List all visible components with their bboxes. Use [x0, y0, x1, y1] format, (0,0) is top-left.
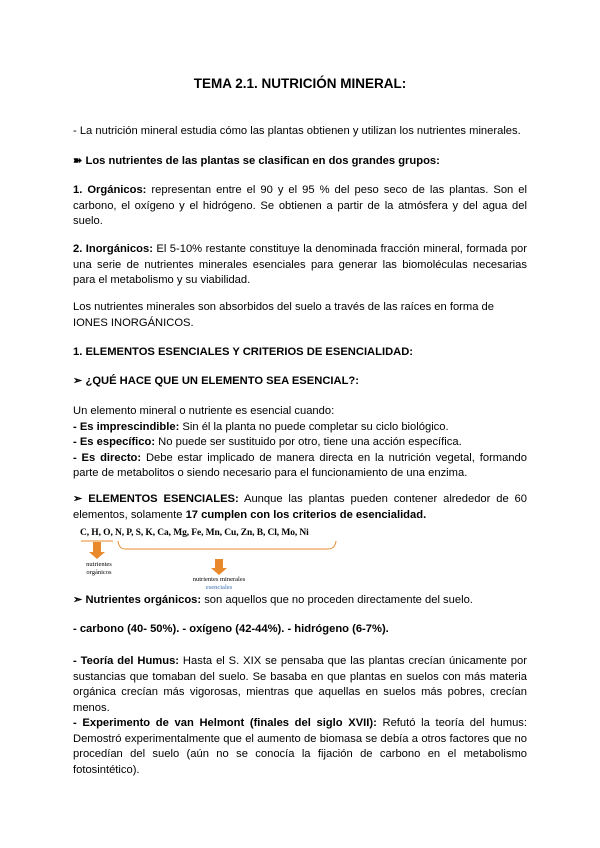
- essential-question-heading: ➢ ¿QUÉ HACE QUE UN ELEMENTO SEA ESENCIAL?:: [73, 375, 359, 387]
- organicos-paragraph: [73, 183, 527, 230]
- humus-theory-block: [73, 654, 527, 778]
- criteria-item-text: Sin él la planta no puede completar su ciclo biológico.: [179, 420, 449, 433]
- humus-text: Hasta el S. XIX se pensaba que las plantas crecían únicamente por sustancias que tomaban del suelo. Se basaba en que plantas en suelos con más materia orgánica crecían más vigorosas, mientras que aquellas en suelos más pobres, crecían menos.: [73, 655, 527, 714]
- esenciales-paragraph: [73, 492, 527, 523]
- intro-paragraph: - La nutrición mineral estudia cómo las plantas obtienen y utilizan los nutrientes minerales.: [73, 125, 521, 137]
- esenciales-label: ➢ ELEMENTOS ESENCIALES:: [73, 493, 239, 505]
- inorganicos-paragraph: [73, 242, 527, 289]
- criteria-list: [73, 404, 527, 482]
- mineral-label: [188, 576, 250, 592]
- inorganicos-text: El 5-10% restante constituye la denominada fracción mineral, formada por una serie de nutrientes minerales esenciales para generar las biomoléculas necesarias para el metabolismo y su viabilidad.: [73, 243, 527, 286]
- helmont-paragraph: [73, 716, 527, 778]
- helmont-text: Refutó la teoría del humus: Demostró experimentalmente que el aumento de biomasa se debía a otros factores que no procedían del suelo (aún no se conocía la fijación de carbono en el metabolismo fotosintético).: [73, 717, 528, 776]
- humus-label: - Teoría del Humus:: [73, 655, 180, 667]
- percentages-line: - carbono (40- 50%). - oxígeno (42-44%). - hidrógeno (6-7%).: [73, 623, 389, 635]
- nutrientes-organicos-label: ➣ Nutrientes orgánicos:: [73, 594, 202, 606]
- criteria-item: [73, 435, 527, 451]
- section-1-heading: 1. ELEMENTOS ESENCIALES Y CRITERIOS DE ESENCIALIDAD:: [73, 346, 414, 358]
- criteria-item-text: No puede ser sustituido por otro, tiene una acción específica.: [155, 436, 462, 448]
- elements-list: C, H, O, N, P, S, K, Ca, Mg, Fe, Mn, Cu, Zn, B, Cl, Mo, Ni: [80, 528, 309, 538]
- criteria-item-label: - Es específico:: [73, 436, 156, 448]
- criteria-item-label: - Es directo:: [73, 451, 142, 464]
- criteria-item-label: - Es imprescindible:: [73, 420, 180, 433]
- esenciales-text: Aunque las plantas pueden contener alrededor de 60 elementos, solamente: [73, 493, 527, 521]
- groups-heading: ➽ Los nutrientes de las plantas se clasifican en dos grandes grupos:: [73, 155, 440, 167]
- criteria-item-text: Debe estar implicado de manera directa en la nutrición vegetal, formando parte de metabolitos o siendo necesario para el funcionamiento de una enzima.: [73, 451, 527, 479]
- essential-elements-diagram: [73, 526, 527, 591]
- criteria-item: [73, 451, 527, 482]
- organicos-text: representan entre el 90 y el 95 % del peso seco de las plantas. Son el carbono, el oxígeno y el hidrógeno. Se obtienen a partir de la atmósfera y del agua del suelo.: [73, 184, 527, 227]
- inorganicos-label: 2. Inorgánicos:: [73, 243, 153, 255]
- esenciales-bold-end: 17 cumplen con los criterios de esencialidad.: [185, 508, 427, 521]
- nutrientes-organicos-paragraph: [73, 593, 527, 609]
- nutrientes-organicos-text: son aquellos que no proceden directamente del suelo.: [201, 594, 473, 606]
- mineral-label-text: nutrientes minerales: [192, 576, 246, 583]
- criteria-intro: Un elemento mineral o nutriente es esencial cuando:: [73, 405, 335, 417]
- organic-label: nutrientes orgánicos: [86, 561, 112, 576]
- mineral-bracket-line: [118, 541, 336, 549]
- organic-arrow-icon: [89, 542, 105, 559]
- page-title: TEMA 2.1. NUTRICIÓN MINERAL:: [193, 76, 407, 91]
- organicos-label: 1. Orgánicos:: [73, 184, 147, 196]
- humus-paragraph: [73, 654, 527, 716]
- absorbed-paragraph: Los nutrientes minerales son absorbidos del suelo a través de las raíces en forma de IONES INORGÁNICOS.: [73, 301, 495, 329]
- criteria-item: [73, 420, 527, 436]
- mineral-sublabel: esenciales: [205, 584, 233, 591]
- helmont-label: - Experimento de van Helmont (finales del siglo XVII):: [73, 717, 377, 729]
- mineral-arrow-icon: [211, 559, 227, 575]
